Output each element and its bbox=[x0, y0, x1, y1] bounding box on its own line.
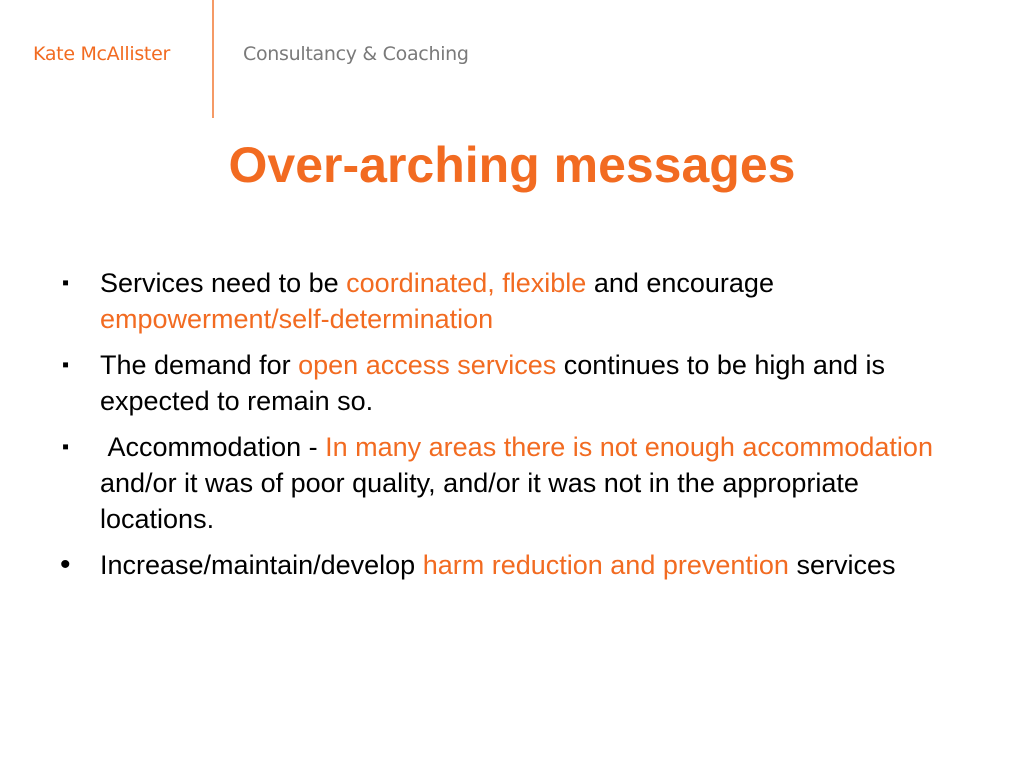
text-segment: and encourage bbox=[586, 268, 774, 298]
text-segment: Accommodation - bbox=[100, 432, 326, 462]
header-divider bbox=[212, 0, 214, 118]
bullet-text bbox=[100, 550, 895, 580]
bullet-text bbox=[100, 432, 933, 534]
text-segment: Services need to be bbox=[100, 268, 347, 298]
text-segment: and/or it was of poor quality, and/or it was not in the appropriate locations. bbox=[100, 468, 859, 534]
bullet-item bbox=[58, 347, 978, 419]
square-bullet-icon: ▪ bbox=[62, 354, 70, 376]
bullet-list bbox=[58, 265, 978, 593]
bullet-item bbox=[58, 547, 978, 583]
bullet-text bbox=[100, 350, 885, 416]
text-segment: The demand for bbox=[100, 350, 299, 380]
bullet-item bbox=[58, 429, 978, 537]
brand-name: Kate McAllister bbox=[33, 43, 170, 65]
slide-title: Over-arching messages bbox=[228, 137, 796, 193]
brand-tagline: Consultancy & Coaching bbox=[243, 43, 469, 65]
text-segment: Increase/maintain/develop bbox=[100, 550, 423, 580]
highlighted-text: open access services bbox=[298, 350, 557, 380]
text-segment: continues to be high and is expected to remain so. bbox=[100, 350, 885, 416]
round-bullet-icon: • bbox=[60, 548, 71, 581]
highlighted-text: coordinated, flexible bbox=[346, 268, 587, 298]
highlighted-text: empowerment/self-determination bbox=[100, 304, 494, 334]
square-bullet-icon: ▪ bbox=[62, 436, 70, 458]
highlighted-text: harm reduction and prevention bbox=[422, 550, 789, 580]
square-bullet-icon: ▪ bbox=[62, 272, 70, 294]
text-segment: services bbox=[788, 550, 896, 580]
bullet-item bbox=[58, 265, 978, 337]
highlighted-text: In many areas there is not enough accommodation bbox=[325, 432, 933, 462]
bullet-text bbox=[100, 268, 774, 334]
